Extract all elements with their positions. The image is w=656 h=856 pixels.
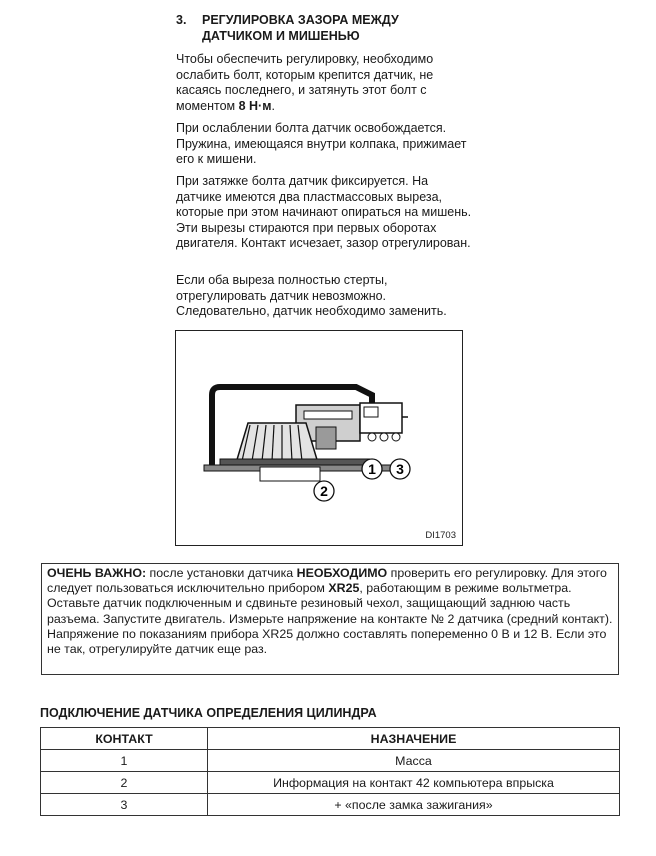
sensor-illustration xyxy=(176,331,462,545)
important-text-1: после установки датчика xyxy=(146,566,297,580)
contact-cell: 1 xyxy=(41,750,208,772)
section-number: 3. xyxy=(176,13,187,27)
paragraph-tightening: При затяжке болта датчик фиксируется. На датчике имеются два пластмассовых выреза, которые при этом начинают опираться на мишень. Эти вырезы стираются при первых оборотах двигателя. Контакт исчезает, зазор отрегулирован. xyxy=(176,174,472,250)
table-header-row xyxy=(41,728,620,750)
section-title: РЕГУЛИРОВКА ЗАЗОРА МЕЖДУ ДАТЧИКОМ И МИШЕНЬЮ xyxy=(202,13,399,43)
figure-code: DI1703 xyxy=(425,530,456,541)
header-purpose: НАЗНАЧЕНИЕ xyxy=(208,728,620,750)
table-row xyxy=(41,794,620,816)
important-necessary: НЕОБХОДИМО xyxy=(296,566,388,580)
important-xr25: XR25 xyxy=(328,581,360,596)
important-label: ОЧЕНЬ ВАЖНО: xyxy=(47,566,147,580)
purpose-cell: Информация на контакт 42 компьютера впрыска xyxy=(208,772,620,794)
paragraph-loosening: При ослаблении болта датчик освобождается. Пружина, имеющаяся внутри колпака, прижимает его к мишени. xyxy=(176,121,467,166)
important-paragraph-1 xyxy=(47,566,613,596)
contact-cell: 2 xyxy=(41,772,208,794)
purpose-cell: Масса xyxy=(208,750,620,772)
connector-title: ПОДКЛЮЧЕНИЕ ДАТЧИКА ОПРЕДЕЛЕНИЯ ЦИЛИНДРА xyxy=(40,706,377,720)
paragraph-1-text: Чтобы обеспечить регулировку, необходимо ослабить болт, которым крепится датчик, не касаясь последнего, и затянуть этот болт с моментом xyxy=(176,52,434,113)
torque-value: 8 Н·м xyxy=(238,98,272,113)
callout-3: 3 xyxy=(396,461,404,477)
important-notice xyxy=(41,563,619,675)
table-row xyxy=(41,772,620,794)
table-row xyxy=(41,750,620,772)
purpose-cell: + «после замка зажигания» xyxy=(208,794,620,816)
paragraph-replacement: Если оба выреза полностью стерты, отрегулировать датчик невозможно. Следовательно, датчик необходимо заменить. xyxy=(176,273,447,318)
important-text-3: , работающим в режиме вольтметра. xyxy=(359,581,572,596)
sensor-figure xyxy=(175,330,463,546)
header-contact: КОНТАКТ xyxy=(41,728,208,750)
paragraph-1-end: . xyxy=(271,98,275,113)
important-text-2: проверить его регулировку. Для этого следует пользоваться исключительно прибором xyxy=(47,566,607,596)
paragraph-adjustment xyxy=(176,52,476,114)
callout-1: 1 xyxy=(368,461,376,477)
contact-cell: 3 xyxy=(41,794,208,816)
callout-2: 2 xyxy=(320,483,328,499)
connector-table xyxy=(40,727,620,816)
important-paragraph-2: Оставьте датчик подключенным и сдвиньте резиновый чехол, защищающий заднюю часть разъема. Запустите двигатель. Измерьте напряжение на контакте № 2 датчика (средний контакт). Напряжение по показаниям прибора XR25 должно составлять попеременно 0 В и 12 В. Если это не так, отрегулируйте датчик еще раз. xyxy=(47,596,613,657)
